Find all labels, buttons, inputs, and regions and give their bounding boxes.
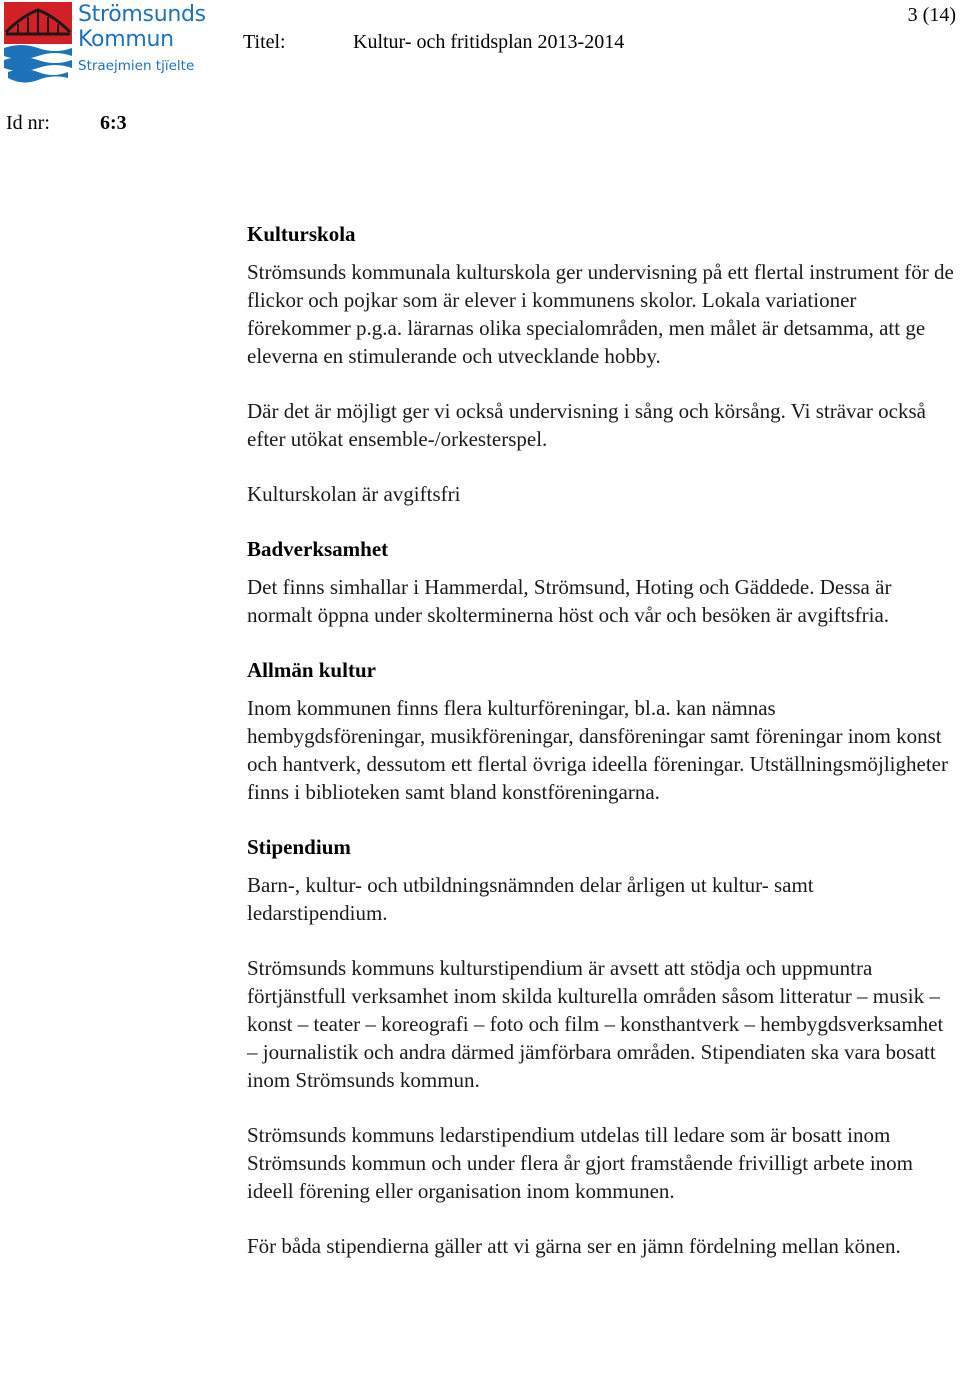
section-kulturskola <box>247 220 959 508</box>
section-heading: Kulturskola <box>247 222 356 246</box>
section-heading: Badverksamhet <box>247 537 389 561</box>
section-allman-kultur <box>247 656 959 806</box>
id-number <box>6 112 127 135</box>
paragraph: Det finns simhallar i Hammerdal, Strömsund, Hoting och Gäddede. Dessa är normalt öppna under skolterminerna höst och vår och besöken är avgiftsfria. <box>247 575 892 627</box>
page-number: 3 (14) <box>907 4 956 26</box>
document-title <box>243 31 624 54</box>
paragraph: Strömsunds kommuns ledarstipendium utdelas till ledare som är bosatt inom Strömsunds kommun och under flera år gjort framstående frivilligt arbete inom ideell förening eller organisation inom kommunen. <box>247 1123 913 1203</box>
section-badverksamhet <box>247 535 959 629</box>
paragraph: Kulturskolan är avgiftsfri <box>247 482 461 506</box>
paragraph: Strömsunds kommunala kulturskola ger undervisning på ett flertal instrument för de flickor och pojkar som är elever i kommunens skolor. Lokala variationer förekommer p.g.a. lärarnas olika specialområden, men målet är detsamma, att ge eleverna en stimulerande och utvecklande hobby. <box>247 260 954 368</box>
paragraph: Strömsunds kommuns kulturstipendium är avsett att stödja och uppmuntra förtjänstfull verksamhet inom skilda kulturella områden såsom litteratur – musik – konst – teater – koreografi – foto och film – konsthantverk – hembygdsverksamhet – journalistik och andra därmed jämförbara områden. Stipendiaten ska vara bosatt inom Strömsunds kommun. <box>247 956 944 1092</box>
section-heading: Stipendium <box>247 835 351 859</box>
logo-sami-name: Straejmien tjïelte <box>78 58 195 74</box>
title-label: Titel: <box>243 31 286 53</box>
bridge-logo-icon <box>4 2 74 86</box>
id-value: 6:3 <box>100 112 127 134</box>
section-heading: Allmän kultur <box>247 658 376 682</box>
paragraph: För båda stipendierna gäller att vi gärna ser en jämn fördelning mellan könen. <box>247 1234 901 1258</box>
paragraph: Där det är möjligt ger vi också undervisning i sång och körsång. Vi strävar också efter utökat ensemble-/orkesterspel. <box>247 399 926 451</box>
title-value: Kultur- och fritidsplan 2013-2014 <box>353 31 625 53</box>
municipality-logo <box>4 2 204 86</box>
paragraph: Inom kommunen finns flera kulturföreningar, bl.a. kan nämnas hembygdsföreningar, musikföreningar, dansföreningar samt föreningar inom konst och hantverk, dessutom ett flertal övriga ideella föreningar. Utställningsmöjligheter finns i biblioteken samt bland konstföreningarna. <box>247 696 948 804</box>
section-stipendium <box>247 833 959 1260</box>
id-label: Id nr: <box>6 112 50 134</box>
paragraph: Barn-, kultur- och utbildningsnämnden delar årligen ut kultur- samt ledarstipendium. <box>247 873 814 925</box>
document-body <box>247 220 959 1287</box>
logo-name-line2: Kommun <box>78 27 174 52</box>
logo-name-line1: Strömsunds <box>78 2 206 27</box>
